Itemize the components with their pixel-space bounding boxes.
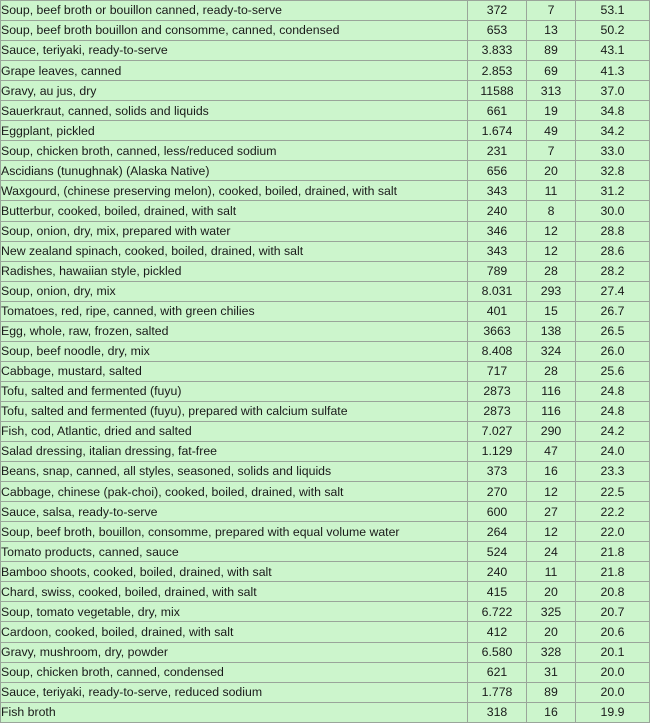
cell-value-1: 8.408 (468, 341, 527, 361)
cell-food-name: Eggplant, pickled (1, 121, 468, 141)
cell-value-2: 31 (527, 662, 576, 682)
cell-value-3: 31.2 (576, 181, 650, 201)
cell-food-name: Grape leaves, canned (1, 61, 468, 81)
cell-value-3: 20.0 (576, 662, 650, 682)
cell-value-1: 1.778 (468, 682, 527, 702)
cell-value-1: 661 (468, 101, 527, 121)
cell-value-1: 373 (468, 462, 527, 482)
cell-value-2: 8 (527, 201, 576, 221)
cell-value-1: 653 (468, 21, 527, 41)
cell-food-name: Gravy, au jus, dry (1, 81, 468, 101)
cell-value-1: 240 (468, 562, 527, 582)
cell-food-name: Beans, snap, canned, all styles, seasoned, solids and liquids (1, 462, 468, 482)
cell-value-1: 401 (468, 301, 527, 321)
cell-value-3: 32.8 (576, 161, 650, 181)
cell-value-2: 49 (527, 121, 576, 141)
cell-value-2: 47 (527, 442, 576, 462)
cell-value-2: 11 (527, 181, 576, 201)
cell-food-name: Tomatoes, red, ripe, canned, with green chilies (1, 301, 468, 321)
cell-value-3: 24.8 (576, 381, 650, 401)
table-row (1, 482, 650, 502)
cell-food-name: Fish broth (1, 702, 468, 722)
cell-food-name: Sauce, salsa, ready-to-serve (1, 502, 468, 522)
cell-value-3: 20.6 (576, 622, 650, 642)
cell-food-name: Cabbage, chinese (pak-choi), cooked, boiled, drained, with salt (1, 482, 468, 502)
cell-value-2: 27 (527, 502, 576, 522)
cell-value-1: 8.031 (468, 281, 527, 301)
table-row (1, 702, 650, 722)
cell-value-1: 3663 (468, 321, 527, 341)
table-body (1, 1, 650, 723)
cell-value-1: 2.853 (468, 61, 527, 81)
table-row (1, 341, 650, 361)
table-row (1, 61, 650, 81)
cell-value-2: 324 (527, 341, 576, 361)
cell-value-2: 138 (527, 321, 576, 341)
cell-value-3: 30.0 (576, 201, 650, 221)
table-row (1, 462, 650, 482)
cell-food-name: Soup, chicken broth, canned, condensed (1, 662, 468, 682)
cell-food-name: Tofu, salted and fermented (fuyu), prepared with calcium sulfate (1, 401, 468, 421)
cell-value-3: 23.3 (576, 462, 650, 482)
cell-value-1: 2873 (468, 381, 527, 401)
cell-value-2: 13 (527, 21, 576, 41)
cell-value-3: 34.8 (576, 101, 650, 121)
cell-food-name: New zealand spinach, cooked, boiled, drained, with salt (1, 241, 468, 261)
cell-food-name: Sauce, teriyaki, ready-to-serve, reduced sodium (1, 682, 468, 702)
table-row (1, 542, 650, 562)
cell-food-name: Soup, beef noodle, dry, mix (1, 341, 468, 361)
cell-value-3: 33.0 (576, 141, 650, 161)
cell-value-2: 16 (527, 462, 576, 482)
cell-value-1: 318 (468, 702, 527, 722)
cell-value-3: 22.0 (576, 522, 650, 542)
cell-value-1: 1.129 (468, 442, 527, 462)
cell-food-name: Salad dressing, italian dressing, fat-free (1, 442, 468, 462)
table-row (1, 401, 650, 421)
cell-food-name: Soup, beef broth or bouillon canned, ready-to-serve (1, 1, 468, 21)
cell-value-2: 290 (527, 421, 576, 441)
cell-value-3: 24.0 (576, 442, 650, 462)
cell-food-name: Bamboo shoots, cooked, boiled, drained, with salt (1, 562, 468, 582)
cell-value-3: 28.6 (576, 241, 650, 261)
cell-value-2: 11 (527, 562, 576, 582)
table-row (1, 81, 650, 101)
table-row (1, 161, 650, 181)
cell-food-name: Waxgourd, (chinese preserving melon), cooked, boiled, drained, with salt (1, 181, 468, 201)
cell-food-name: Soup, chicken broth, canned, less/reduced sodium (1, 141, 468, 161)
cell-value-1: 346 (468, 221, 527, 241)
cell-value-2: 313 (527, 81, 576, 101)
cell-food-name: Soup, tomato vegetable, dry, mix (1, 602, 468, 622)
cell-value-3: 53.1 (576, 1, 650, 21)
cell-value-3: 26.5 (576, 321, 650, 341)
cell-value-1: 7.027 (468, 421, 527, 441)
cell-value-2: 12 (527, 522, 576, 542)
table-row (1, 201, 650, 221)
table-row (1, 522, 650, 542)
cell-value-2: 293 (527, 281, 576, 301)
cell-food-name: Egg, whole, raw, frozen, salted (1, 321, 468, 341)
cell-value-1: 240 (468, 201, 527, 221)
cell-value-2: 24 (527, 542, 576, 562)
table-row (1, 502, 650, 522)
cell-value-3: 37.0 (576, 81, 650, 101)
table-row (1, 562, 650, 582)
cell-value-3: 20.0 (576, 682, 650, 702)
table-row (1, 421, 650, 441)
cell-value-3: 25.6 (576, 361, 650, 381)
table-row (1, 241, 650, 261)
cell-value-3: 26.7 (576, 301, 650, 321)
cell-value-2: 7 (527, 1, 576, 21)
table-row (1, 662, 650, 682)
cell-food-name: Cabbage, mustard, salted (1, 361, 468, 381)
cell-food-name: Radishes, hawaiian style, pickled (1, 261, 468, 281)
cell-value-1: 415 (468, 582, 527, 602)
cell-value-1: 789 (468, 261, 527, 281)
cell-food-name: Gravy, mushroom, dry, powder (1, 642, 468, 662)
table-row (1, 261, 650, 281)
cell-value-2: 12 (527, 241, 576, 261)
cell-value-1: 6.722 (468, 602, 527, 622)
cell-value-1: 412 (468, 622, 527, 642)
table-row (1, 321, 650, 341)
table-row (1, 21, 650, 41)
cell-value-1: 717 (468, 361, 527, 381)
table-row (1, 101, 650, 121)
table-row (1, 281, 650, 301)
table-row (1, 442, 650, 462)
table-row (1, 361, 650, 381)
table-row (1, 381, 650, 401)
cell-value-2: 69 (527, 61, 576, 81)
cell-value-2: 7 (527, 141, 576, 161)
cell-value-1: 1.674 (468, 121, 527, 141)
cell-value-3: 21.8 (576, 542, 650, 562)
table-row (1, 221, 650, 241)
table-row (1, 642, 650, 662)
cell-value-1: 231 (468, 141, 527, 161)
cell-value-3: 24.8 (576, 401, 650, 421)
cell-value-2: 28 (527, 261, 576, 281)
cell-value-3: 27.4 (576, 281, 650, 301)
table-row (1, 582, 650, 602)
cell-value-2: 20 (527, 582, 576, 602)
cell-value-3: 43.1 (576, 41, 650, 61)
cell-value-2: 328 (527, 642, 576, 662)
cell-food-name: Sauerkraut, canned, solids and liquids (1, 101, 468, 121)
cell-value-1: 264 (468, 522, 527, 542)
table-row (1, 141, 650, 161)
table-row (1, 121, 650, 141)
cell-value-2: 116 (527, 401, 576, 421)
cell-value-3: 20.7 (576, 602, 650, 622)
cell-value-1: 3.833 (468, 41, 527, 61)
cell-value-3: 19.9 (576, 702, 650, 722)
cell-value-2: 16 (527, 702, 576, 722)
cell-value-1: 343 (468, 181, 527, 201)
cell-food-name: Soup, beef broth bouillon and consomme, canned, condensed (1, 21, 468, 41)
cell-value-3: 22.5 (576, 482, 650, 502)
cell-food-name: Sauce, teriyaki, ready-to-serve (1, 41, 468, 61)
cell-value-1: 2873 (468, 401, 527, 421)
cell-value-2: 20 (527, 622, 576, 642)
cell-value-3: 22.2 (576, 502, 650, 522)
cell-value-2: 325 (527, 602, 576, 622)
cell-value-1: 372 (468, 1, 527, 21)
cell-value-3: 41.3 (576, 61, 650, 81)
table-row (1, 622, 650, 642)
cell-food-name: Tomato products, canned, sauce (1, 542, 468, 562)
table-row (1, 181, 650, 201)
cell-value-1: 270 (468, 482, 527, 502)
cell-value-2: 28 (527, 361, 576, 381)
cell-value-3: 28.2 (576, 261, 650, 281)
cell-food-name: Butterbur, cooked, boiled, drained, with salt (1, 201, 468, 221)
cell-value-2: 20 (527, 161, 576, 181)
cell-value-3: 20.1 (576, 642, 650, 662)
table-row (1, 41, 650, 61)
table-row (1, 301, 650, 321)
cell-value-3: 20.8 (576, 582, 650, 602)
cell-value-1: 6.580 (468, 642, 527, 662)
cell-value-2: 19 (527, 101, 576, 121)
cell-food-name: Cardoon, cooked, boiled, drained, with salt (1, 622, 468, 642)
table-row (1, 1, 650, 21)
table-row (1, 682, 650, 702)
cell-food-name: Tofu, salted and fermented (fuyu) (1, 381, 468, 401)
cell-value-3: 21.8 (576, 562, 650, 582)
cell-food-name: Chard, swiss, cooked, boiled, drained, with salt (1, 582, 468, 602)
cell-value-2: 116 (527, 381, 576, 401)
cell-value-1: 524 (468, 542, 527, 562)
cell-value-2: 15 (527, 301, 576, 321)
cell-food-name: Soup, onion, dry, mix (1, 281, 468, 301)
cell-value-1: 656 (468, 161, 527, 181)
cell-value-1: 11588 (468, 81, 527, 101)
cell-food-name: Soup, beef broth, bouillon, consomme, prepared with equal volume water (1, 522, 468, 542)
cell-value-3: 24.2 (576, 421, 650, 441)
cell-value-3: 34.2 (576, 121, 650, 141)
cell-food-name: Ascidians (tunughnak) (Alaska Native) (1, 161, 468, 181)
cell-value-2: 12 (527, 221, 576, 241)
cell-value-1: 621 (468, 662, 527, 682)
cell-value-2: 89 (527, 682, 576, 702)
cell-value-3: 26.0 (576, 341, 650, 361)
cell-value-2: 89 (527, 41, 576, 61)
cell-value-2: 12 (527, 482, 576, 502)
cell-value-1: 343 (468, 241, 527, 261)
cell-food-name: Soup, onion, dry, mix, prepared with water (1, 221, 468, 241)
table-row (1, 602, 650, 622)
cell-value-1: 600 (468, 502, 527, 522)
cell-value-3: 28.8 (576, 221, 650, 241)
cell-value-3: 50.2 (576, 21, 650, 41)
cell-food-name: Fish, cod, Atlantic, dried and salted (1, 421, 468, 441)
